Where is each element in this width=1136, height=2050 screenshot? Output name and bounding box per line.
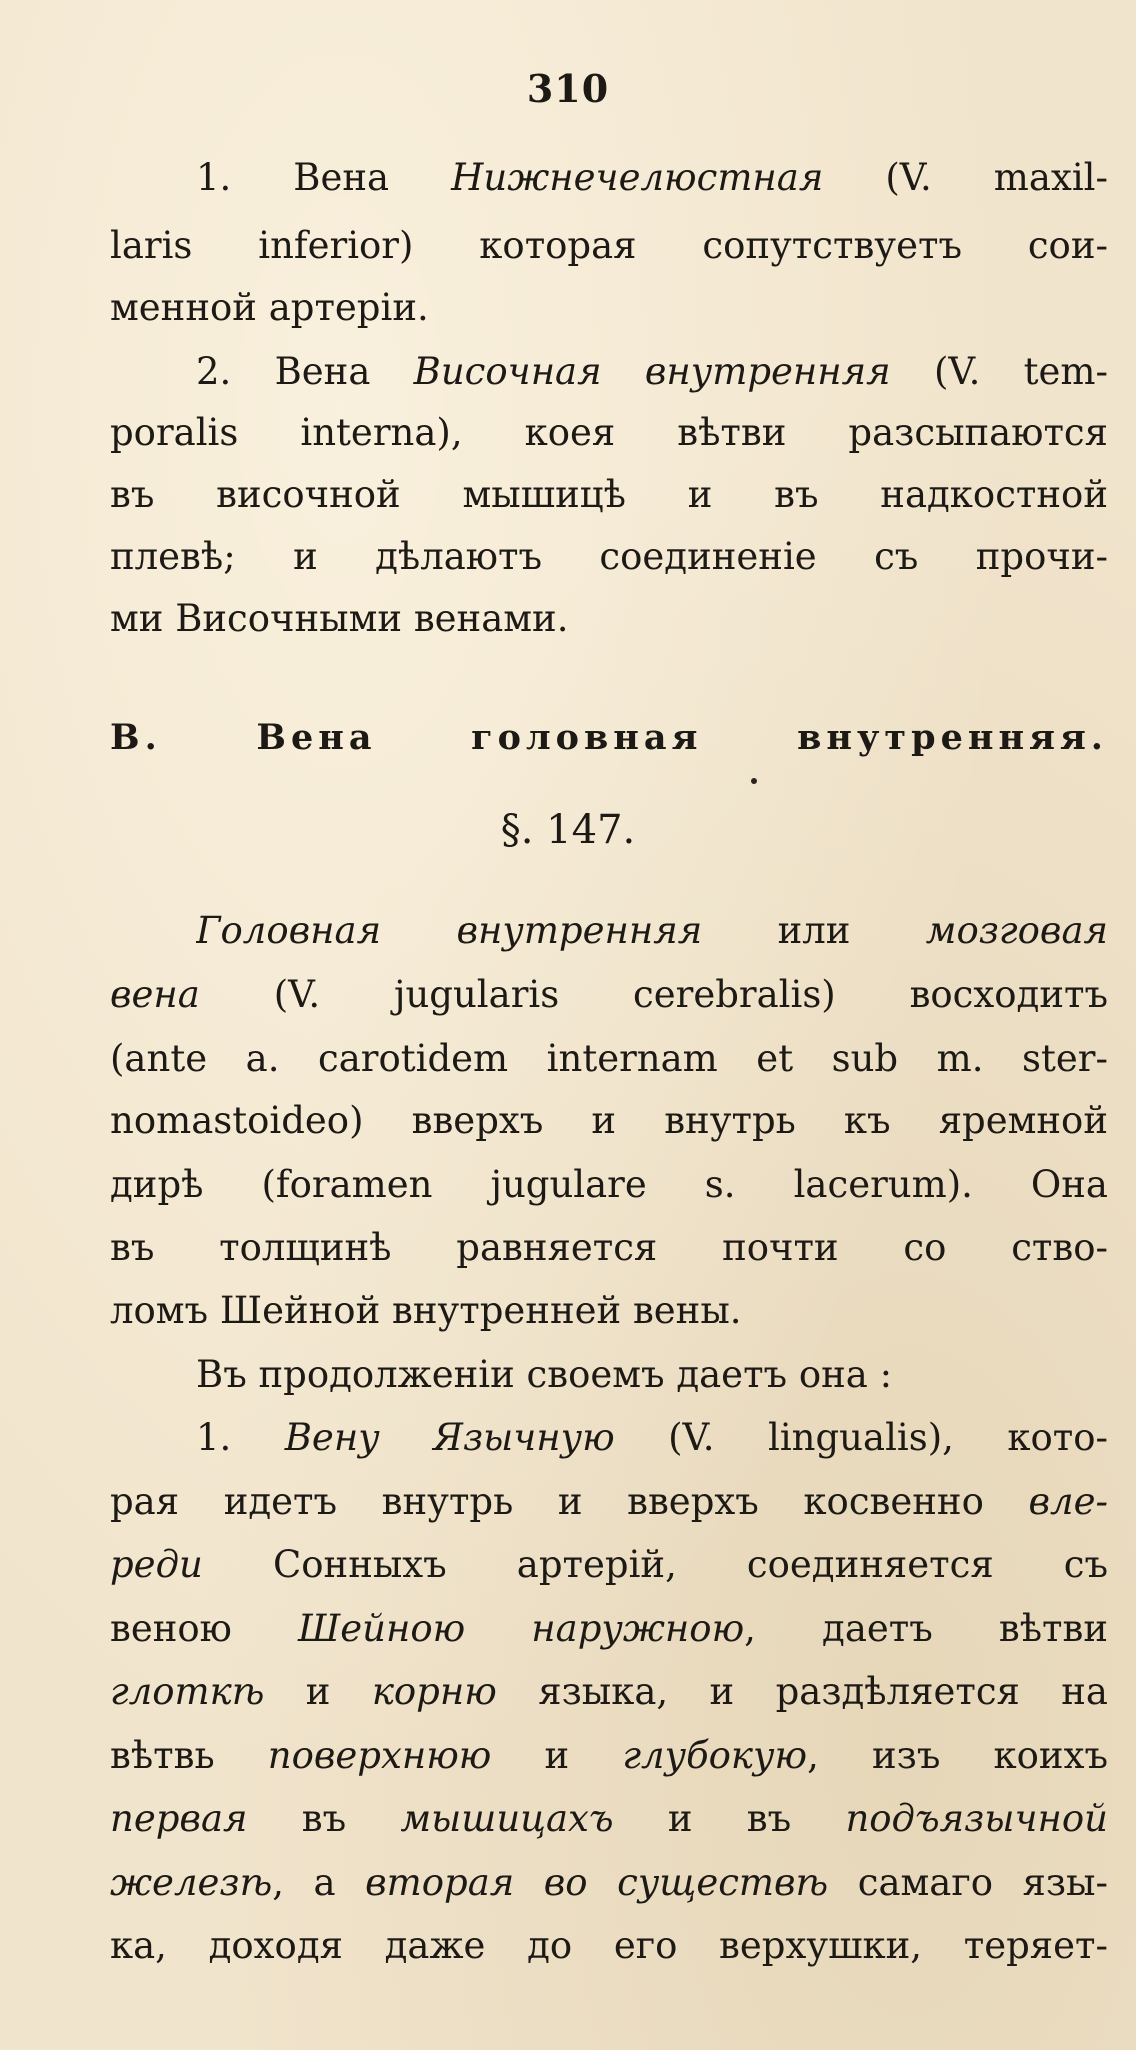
paragraph-5-line-2: рая идетъ внутрь и вверхъ косвенно вле- [110,1480,1108,1523]
paragraph-3-line-7: ломъ Шейной внутренней вены. [110,1289,742,1332]
page-number: 310 [526,66,610,111]
paragraph-3-line-3: (ante a. carotidem internam et sub m. ster- [110,1037,1108,1080]
paragraph-2-line-5: ми Височными венами. [110,597,569,640]
paragraph-1-line-2: laris inferior) которая сопутствуетъ сои- [110,224,1108,267]
paragraph-2-line-3: въ височной мышицѣ и въ надкостной [110,473,1108,516]
paragraph-1-line-1: 1. Вена Нижнечелюстная (V. maxil- [196,156,1108,199]
paragraph-5-line-7: первая въ мышицахъ и въ подъязычной [110,1797,1108,1840]
paragraph-2-line-4: плевѣ; и дѣлаютъ соединеніе съ прочи- [110,535,1108,578]
paragraph-3-line-5: дирѣ (foramen jugulare s. lacerum). Она [110,1163,1108,1206]
section-number: §. 147. [500,807,636,853]
ink-dot [751,778,757,784]
paragraph-5-line-6: вѣтвь поверхнюю и глубокую, изъ коихъ [110,1734,1108,1777]
paragraph-5-line-9: ка, доходя даже до его верхушки, теряет- [110,1924,1108,1967]
paragraph-1-line-3: менной артеріи. [110,286,429,329]
paragraph-5-line-4: веною Шейною наружною, даетъ вѣтви [110,1607,1108,1650]
paragraph-5-line-8: железѣ, а вторая во существѣ самаго язы- [110,1861,1108,1904]
paragraph-5-line-5: глоткѣ и корню языка, и раздѣляется на [110,1670,1108,1713]
paragraph-3-line-2: вена (V. jugularis cerebralis) восходитъ [110,973,1108,1016]
paragraph-3-line-1: Головная внутренняя или мозговая [196,909,1108,952]
paragraph-5-line-3: реди Сонныхъ артерій, соединяется съ [110,1543,1108,1586]
paragraph-4-line-1: Въ продолженіи своемъ даетъ она : [196,1353,893,1396]
paragraph-5-line-1: 1. Вену Язычную (V. lingualis), кото- [196,1416,1108,1459]
paragraph-2-line-1: 2. Вена Височная внутренняя (V. tem- [196,350,1108,393]
section-heading [110,708,1108,768]
heading-letter: B. [110,717,162,758]
paragraph-2-line-2: poralis interna), коея вѣтви разсыпаются [110,411,1108,454]
paragraph-3-line-6: въ толщинѣ равняется почти со ство- [110,1226,1108,1269]
paragraph-3-line-4: nomastoideo) вверхъ и внутрь къ яремной [110,1099,1108,1142]
heading-title: Вена головная внутренняя. [256,717,1108,758]
